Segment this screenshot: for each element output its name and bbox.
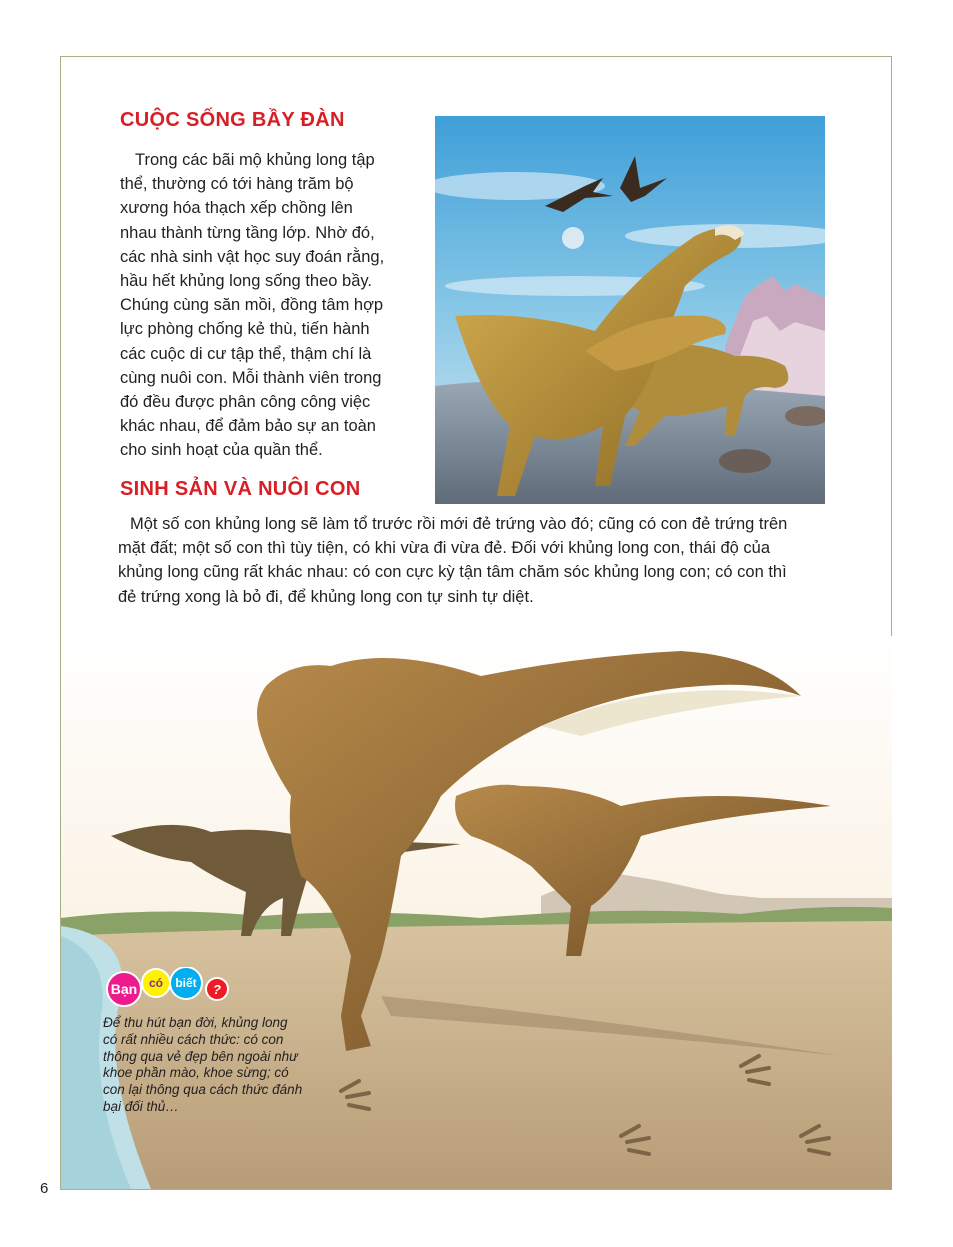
badge-word-ban: Bạn (110, 981, 138, 997)
text-line: mặt đất; một số con thì tùy tiện, có khi vừa đi vừa đẻ. Đối với khủng long con, thái độ của (118, 539, 771, 558)
reproduction-paragraph (118, 512, 838, 609)
herd-life-paragraph (120, 148, 401, 463)
text-line: cho sinh hoạt của quần thể. (120, 441, 323, 460)
page-number: 6 (40, 1180, 49, 1197)
text-line: xương hóa thạch xếp chồng lên (120, 199, 353, 218)
text-line: cùng nuôi con. Mỗi thành viên trong (120, 368, 382, 387)
text-line: Một số con khủng long sẽ làm tổ trước rồi mới đẻ trứng vào đó; cũng có con đẻ trứng trên (130, 515, 788, 533)
text-line: đó đều được phân công công việc (120, 393, 371, 412)
text-line: thông qua vẻ đẹp bên ngoài như (103, 1048, 298, 1064)
badge-word-co: có (148, 976, 164, 990)
text-line: các nhà sinh vật học suy đoán rằng, (120, 247, 385, 266)
text-line: Chúng cùng săn mồi, đồng tâm hợp (120, 296, 384, 315)
section-heading-reproduction: SINH SẢN VÀ NUÔI CON (120, 478, 361, 500)
text-line: hầu hết khủng long sống theo bầy. (120, 272, 372, 291)
text-line: thể, thường có tới hàng trăm bộ (120, 175, 354, 194)
text-line: khác nhau, để đảm bảo sự an toàn (120, 417, 376, 436)
text-line: khủng long cũng rất khác nhau: có con cực kỳ tận tâm chăm sóc khủng long con; có con thì (118, 563, 787, 582)
text-line: các cuộc di cư tập thể, thậm chí là (120, 344, 372, 363)
text-line: bại đối thủ… (103, 1098, 179, 1114)
text-line: đẻ trứng xong là bỏ đi, để khủng long con tự sinh tự diệt. (118, 587, 534, 606)
question-mark-icon: ? (213, 982, 221, 997)
text-line: Trong các bãi mộ khủng long tập (135, 151, 375, 169)
text-line: lực phòng chống kẻ thù, tiến hành (120, 320, 370, 339)
text-line: khoe phần mào, khoe sừng; có (103, 1065, 289, 1081)
did-you-know-text (103, 1015, 323, 1116)
text-line: có rất nhiều cách thức: có con (103, 1031, 284, 1047)
text-line: Để thu hút bạn đời, khủng long (103, 1015, 288, 1030)
text-line: nhau thành từng tầng lớp. Nhờ đó, (120, 223, 375, 242)
dinosaur-herd-illustration (435, 116, 825, 504)
badge-word-biet: biết (175, 976, 197, 990)
text-line: con lại thông qua cách thức đánh (103, 1082, 303, 1098)
did-you-know-badge (104, 967, 244, 1007)
section-heading-herd-life: CUỘC SỐNG BẦY ĐÀN (120, 109, 345, 131)
